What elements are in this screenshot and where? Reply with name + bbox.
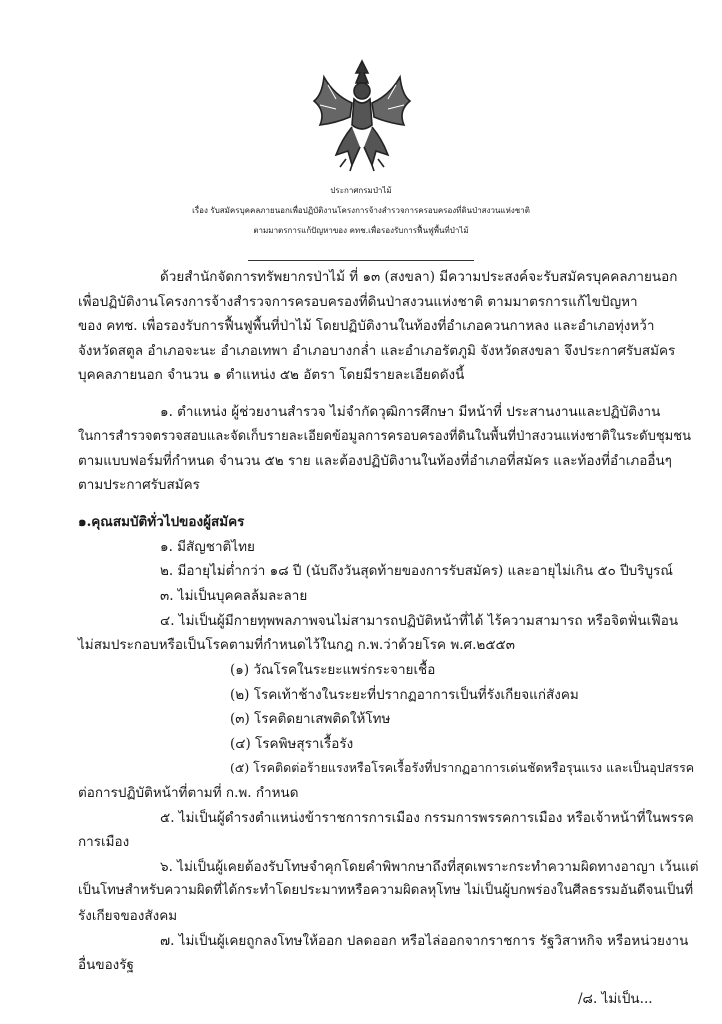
- disease-4: (๔) โรคพิษสุราเรื้อรัง: [230, 736, 354, 752]
- qualification-3: ๓. ไม่เป็นบุคคลล้มละลาย: [160, 588, 308, 604]
- announcement-title: ประกาศกรมป่าไม้: [330, 186, 392, 195]
- disease-1: (๑) วัณโรคในระยะแพร่กระจายเชื้อ: [230, 662, 436, 678]
- title-divider: [248, 260, 474, 261]
- garuda-emblem-icon: [306, 55, 418, 173]
- page-continuation: /๘. ไม่เป็น...: [578, 991, 653, 1007]
- position-line-2: ในการสำรวจตรวจสอบและจัดเก็บรายละเอียดข้อมูลการครอบครองที่ดินในพื้นที่ป่าสงวนแห่งชาติในระดับชุมชน: [78, 429, 691, 444]
- qualification-6-line-3: รังเกียจของสังคม: [78, 908, 178, 924]
- intro-line-5: บุคคลภายนอก จำนวน ๑ ตำแหน่ง ๕๒ อัตรา โดยมีรายละเอียดดังนี้: [78, 367, 465, 383]
- qualification-4-line-1: ๔. ไม่เป็นผู้มีกายทุพพลภาพจนไม่สามารถปฏิบัติหน้าที่ได้ ไร้ความสามารถ หรือจิตฟั่นเฟือน: [160, 613, 679, 629]
- disease-5-line-1: (๕) โรคติดต่อร้ายแรงหรือโรคเรื้อรังที่ปรากฏอาการเด่นชัดหรือรุนแรง และเป็นอุปสรรค: [230, 760, 695, 775]
- qualification-6-line-1: ๖. ไม่เป็นผู้เคยต้องรับโทษจำคุกโดยคำพิพากษาถึงที่สุดเพราะกระทำความผิดทางอาญา เว้นแต่: [160, 859, 699, 875]
- position-line-3: ตามแบบฟอร์มที่กำหนด จำนวน ๕๒ ราย และต้องปฏิบัติงานในท้องที่อำเภอที่สมัคร และท้องที่อำเภออื่นๆ: [78, 453, 672, 469]
- intro-line-1: ด้วยสำนักจัดการทรัพยากรป่าไม้ ที่ ๑๓ (สงขลา) มีความประสงค์จะรับสมัครบุคคลภายนอก: [160, 269, 678, 285]
- qualification-6-line-2: เป็นโทษสำหรับความผิดที่ได้กระทำโดยประมาทหรือความผิดลหุโทษ ไม่เป็นผู้บกพร่องในศีลธรรมอันดีจนเป็นที่: [78, 883, 694, 898]
- subject-line-2: ตามมาตรการแก้ปัญหาของ คทช.เพื่อรองรับการฟื้นฟูพื้นที่ป่าไม้: [253, 226, 469, 235]
- position-line-4: ตามประกาศรับสมัคร: [78, 477, 200, 493]
- intro-line-3: ของ คทช. เพื่อรองรับการฟื้นฟูพื้นที่ป่าไม้ โดยปฏิบัติงานในท้องที่อำเภอควนกาหลง และอำเภอทุ่งหว้า: [78, 318, 655, 334]
- intro-line-2: เพื่อปฏิบัติงานโครงการจ้างสำรวจการครอบครองที่ดินป่าสงวนแห่งชาติ ตามมาตรการแก้ไขปัญหา: [78, 294, 638, 310]
- qualification-7-line-2: อื่นของรัฐ: [78, 957, 134, 973]
- disease-5-line-2: ต่อการปฏิบัติหน้าที่ตามที่ ก.พ. กำหนด: [78, 785, 299, 801]
- qualification-5-line-1: ๕. ไม่เป็นผู้ดำรงตำแหน่งข้าราชการการเมือง กรรมการพรรคการเมือง หรือเจ้าหน้าที่ในพรรค: [160, 810, 694, 826]
- disease-3: (๓) โรคติดยาเสพติดให้โทษ: [230, 711, 391, 727]
- position-line-1: ๑. ตำแหน่ง ผู้ช่วยงานสำรวจ ไม่จำกัดวุฒิการศึกษา มีหน้าที่ ประสานงานและปฏิบัติงาน: [160, 404, 661, 420]
- disease-2: (๒) โรคเท้าช้างในระยะที่ปรากฏอาการเป็นที่รังเกียจแก่สังคม: [230, 687, 579, 703]
- qualifications-heading: ๑.คุณสมบัติทั่วไปของผู้สมัคร: [78, 514, 245, 530]
- qualification-1: ๑. มีสัญชาติไทย: [160, 539, 255, 555]
- intro-line-4: จังหวัดสตูล อำเภอจะนะ อำเภอเทพา อำเภอบางกล่ำ และอำเภอรัตภูมิ จังหวัดสงขลา จึงประกาศรับสมัคร: [78, 343, 676, 359]
- qualification-7-line-1: ๗. ไม่เป็นผู้เคยถูกลงโทษให้ออก ปลดออก หรือไล่ออกจากราชการ รัฐวิสาหกิจ หรือหน่วยงาน: [160, 933, 689, 949]
- qualification-4-line-2: ไม่สมประกอบหรือเป็นโรคตามที่กำหนดไว้ในกฎ ก.พ.ว่าด้วยโรค พ.ศ.๒๕๕๓: [78, 637, 515, 653]
- qualification-2: ๒. มีอายุไม่ต่ำกว่า ๑๘ ปี (นับถึงวันสุดท้ายของการรับสมัคร) และอายุไม่เกิน ๕๐ ปีบริบูรณ์: [160, 563, 673, 579]
- qualification-5-line-2: การเมือง: [78, 834, 130, 850]
- subject-line-1: เรื่อง รับสมัครบุคคลภายนอกเพื่อปฏิบัติงานโครงการจ้างสำรวจการครอบครองที่ดินป่าสงวนแห่งชาติ: [192, 206, 530, 215]
